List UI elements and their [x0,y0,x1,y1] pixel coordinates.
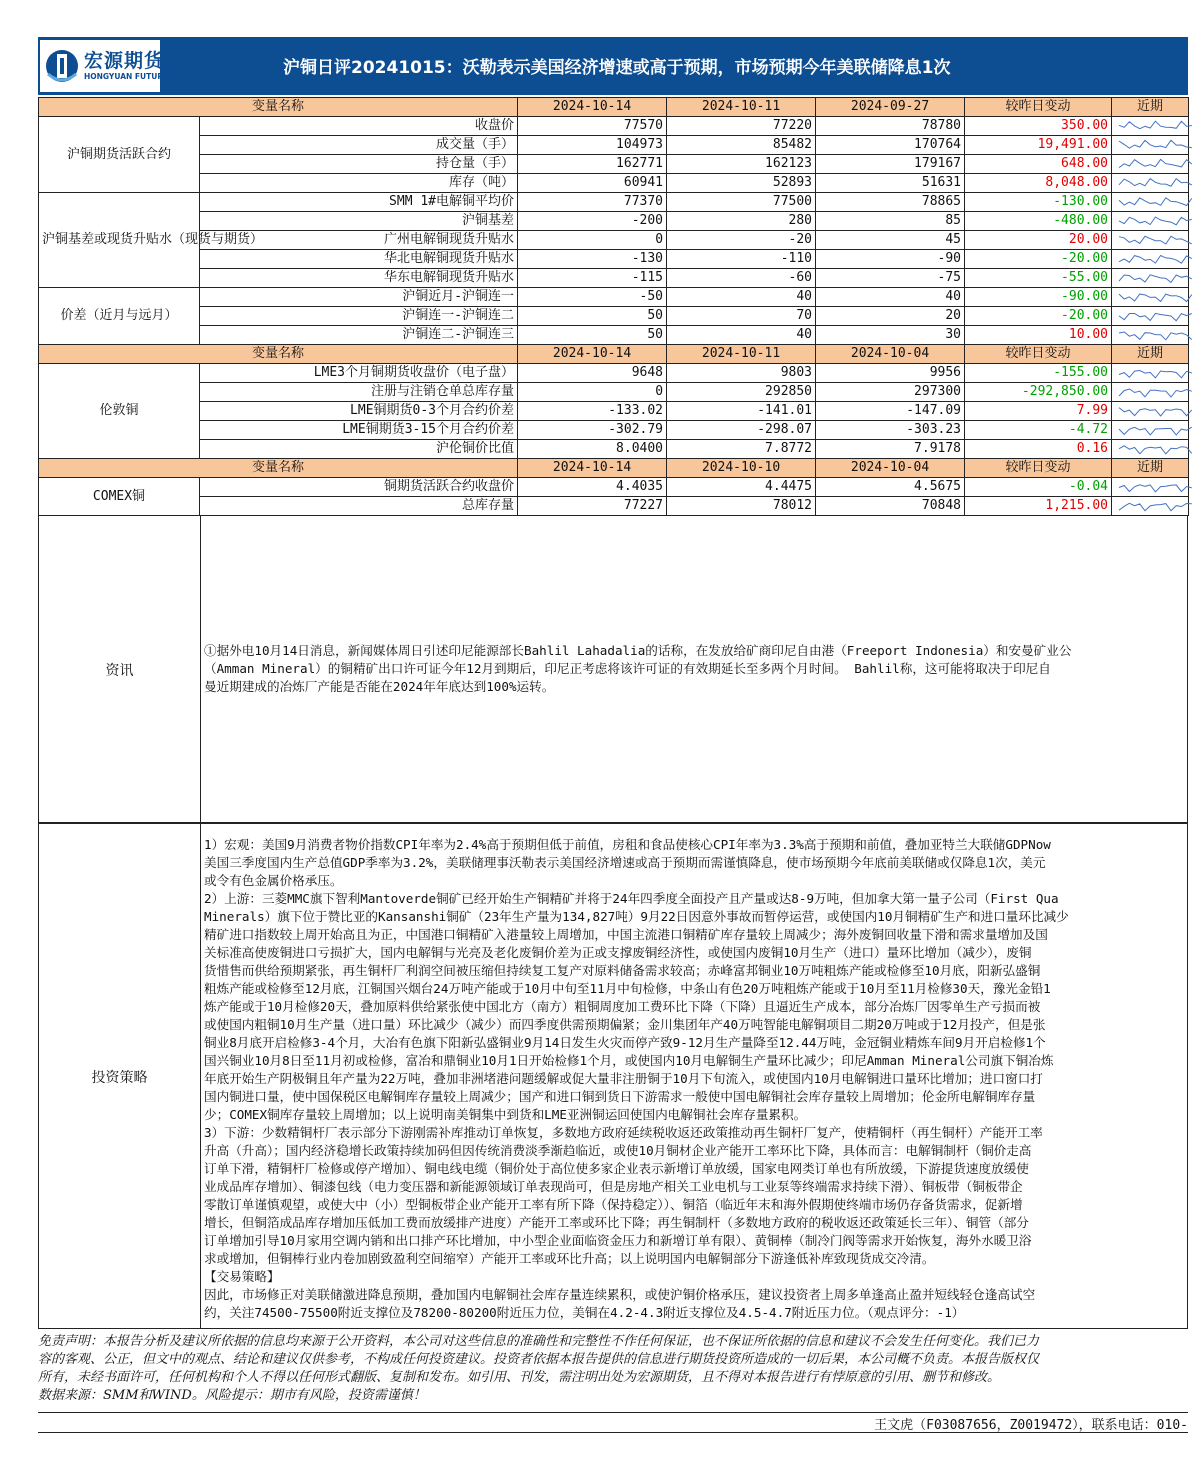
variable-label: 总库存量 [200,497,518,516]
value-date3: 170764 [816,136,965,155]
table-row [39,364,1189,383]
value-date2: 78012 [667,497,816,516]
change-value: 19,491.00 [965,136,1112,155]
change-value: 0.16 [965,440,1112,459]
value-date3: 78865 [816,193,965,212]
table-row [39,136,1189,155]
table-row [39,250,1189,269]
variable-label: LME铜期货0-3个月合约价差 [200,402,518,421]
section-header-row [39,345,1189,364]
value-date1: 77570 [518,117,667,136]
value-date3: -75 [816,269,965,288]
column-header-date2: 2024-10-10 [667,459,816,478]
table-row [39,440,1189,459]
variable-label: SMM 1#电解铜平均价 [200,193,518,212]
column-header-date1: 2024-10-14 [518,459,667,478]
value-date1: 162771 [518,155,667,174]
variable-label: 沪铜基差 [200,212,518,231]
trend-cell [1112,231,1189,250]
variable-label: 铜期货活跃合约收盘价 [200,478,518,497]
value-date1: -115 [518,269,667,288]
data-table [38,97,1189,516]
section-header-row [39,98,1189,117]
value-date2: 9803 [667,364,816,383]
value-date3: 179167 [816,155,965,174]
column-header-trend: 近期 [1112,459,1189,478]
group-label: 沪铜期货活跃合约 [39,117,200,193]
table-row [39,383,1189,402]
change-value: -292,850.00 [965,383,1112,402]
table-row [39,117,1189,136]
trend-sparkline-icon [1115,364,1192,382]
value-date1: 104973 [518,136,667,155]
change-value: 1,215.00 [965,497,1112,516]
value-date2: -110 [667,250,816,269]
column-header-date3: 2024-10-04 [816,345,965,364]
value-date3: -90 [816,250,965,269]
trend-cell [1112,383,1189,402]
column-header-date1: 2024-10-14 [518,98,667,117]
column-header-change: 较昨日变动 [965,98,1112,117]
trend-sparkline-icon [1115,231,1192,249]
report-title: 沪铜日评20241015：沃勒表示美国经济增速或高于预期，市场预期今年美联储降息1次 [283,58,951,78]
table-row [39,421,1189,440]
trend-sparkline-icon [1115,174,1192,192]
value-date1: 60941 [518,174,667,193]
change-value: 350.00 [965,117,1112,136]
column-header-name: 变量名称 [39,459,518,478]
change-value: -90.00 [965,288,1112,307]
trend-cell [1112,250,1189,269]
table-row [39,193,1189,212]
value-date1: -130 [518,250,667,269]
section-header-row [39,459,1189,478]
value-date3: 45 [816,231,965,250]
table-row [39,326,1189,345]
value-date1: -50 [518,288,667,307]
strategy-text: 1）宏观：美国9月消费者物价指数CPI年率为2.4%高于预期但低于前值，房租和食品使核心CPI年率为3.3%高于预期和前值，叠加亚特兰大联储GDPNow 美国三季度国内生产总值GDP季率为3.2%，美联储理事沃勒表示美国经济增速或高于预期而需谨慎降息，使市场预期今年底前美联储或仅降息1次，美元 或令有色金属价格承压。 2）上游：三菱MMC旗下智利Mantoverde铜矿已经开始生产铜精矿并将于24年四季度全面投产且产量或达8-9万吨，但加拿大第一量子公司（First Qua Minerals）旗下位于赞比亚的Kansanshi铜矿（23年生产量为134,827吨）9月22日因意外事故而暂停运营，或使国内10月铜精矿生产和进口量环比减少 精矿进口指数较上周开始高且为正，中国港口铜精矿入港量较上周增加，中国主流港口铜精矿库存量较上周减少；海外废铜回收量下滑和需求量增加及国 关标准高使废铜进口亏损扩大，国内电解铜与光亮及老化废铜价差为正或支撑废铜经济性，或使国内废铜10月生产（进口）量环比增加（减少），废铜 货惜售而供给预期紧张，再生铜杆厂利润空间被压缩但持续复工复产对原料储备需求较高；赤峰富邦铜业10万吨粗炼产能或检修至10月底，阳新弘盛铜 粗炼产能或检修至12月底，江铜国兴烟台24万吨产能或于10月中旬至11月中旬检修，中条山有色20万吨粗炼产能或于10月至11月检修30天，豫光金铅1 炼产能或于10月检修20天，叠加原料供给紧张使中国北方（南方）粗铜周度加工费环比下降（下降）且逼近生产成本，部分冶炼厂因零单生产亏损而被 或使国内粗铜10月生产量（进口量）环比减少（减少）而四季度供需预期偏紧；金川集团年产40万吨智能电解铜项目二期20万吨或于12月投产，但是张 铜业8月底开启检修3-4个月，大冶有色旗下阳新弘盛铜业9月14日发生火灾而停产致9-12月生产量降至12.44万吨，金冠铜业精炼车间9月开启检修1个 国兴铜业10月8日至11月初或检修，富冶和鼎铜业10月1日开始检修1个月，或使国内10月电解铜生产量环比减少；印尼Amman Mineral公司旗下铜冶炼 年底开始生产阴极铜且年产量为22万吨，叠加非洲堵港问题缓解或促大量非注册铜于10月下旬流入，或使国内10月电解铜进口量环比增加；进口窗口打 国内铜进口量，使中国保税区电解铜库存量较上周减少；国产和进口铜到货日下游需求一般使中国电解铜社会库存量较上周增加；伦金所电解铜库存量 少；COMEX铜库存量较上周增加；以上说明南美铜集中到货和LME亚洲铜运回使国内电解铜社会库存量累积。 3）下游：少数精铜杆厂表示部分下游刚需补库推动订单恢复，多数地方政府延续税收返还政策推动再生铜杆厂复产，使精铜杆（再生铜杆）产能开工率 升高（升高）；国内经济稳增长政策持续加码但因传统消费淡季渐趋临近，或使10月铜材企业产能开工率环比下降，具体而言：电解铜制杆（铜价走高 订单下滑，精铜杆厂检修或停产增加）、铜电线电缆（铜价处于高位使多家企业表示新增订单放缓，国家电网类订单也有所放缓，下游提货速度放缓使 业成品库存增加）、铜漆包线（电力变压器和新能源领域订单表现尚可，但是房地产相关工业电机与工业泵等终端需求持续下滑）、铜板带（铜板带企 零散订单谨慎观望，或使大中（小）型铜板带企业产能开工率有所下降（保持稳定））、铜箔（临近年末和海外假期使终端市场仍存备货需求，促新增 增长，但铜箔成品库存增加压低加工费而放缓排产进度）产能开工率或环比下降；再生铜制杆（多数地方政府的税收返还政策延长三年）、铜管（部分 订单增加引导10月家用空调内销和出口排产环比增加，中小型企业面临资金压力和新增订单有限）、黄铜棒（制冷门阀等需求开始恢复，海外水暖卫浴 求或增加，但铜棒行业内卷加剧致盈利空间缩窄）产能开工率或环比升高；以上说明国内电解铜部分下游逢低补库致现货成交冷清。 【交易策略】 因此，市场修正对美联储激进降息预期，叠加国内电解铜社会库存量连续累积，或使沪铜价格承压，建议投资者上周多单逢高止盈并短线轻仓逢高试空 约，关注74500-75500附近支撑位及78200-80200附近压力位，美铜在4.2-4.3附近支撑位及4.5-4.7附近压力位。（观点评分：-1） [204,837,1069,1320]
value-date1: 9648 [518,364,667,383]
trend-sparkline-icon [1115,478,1192,496]
column-header-change: 较昨日变动 [965,345,1112,364]
table-row [39,288,1189,307]
change-value: -20.00 [965,307,1112,326]
variable-label: 沪铜连一-沪铜连二 [200,307,518,326]
table-row [39,174,1189,193]
table-row [39,212,1189,231]
value-date2: 77500 [667,193,816,212]
variable-label: 沪铜近月-沪铜连一 [200,288,518,307]
table-row [39,402,1189,421]
column-header-name: 变量名称 [39,345,518,364]
value-date3: 7.9178 [816,440,965,459]
change-value: 10.00 [965,326,1112,345]
variable-label: 华北电解铜现货升贴水 [200,250,518,269]
column-header-date2: 2024-10-11 [667,98,816,117]
value-date1: 77227 [518,497,667,516]
change-value: 7.99 [965,402,1112,421]
value-date3: 85 [816,212,965,231]
value-date3: 40 [816,288,965,307]
value-date3: 20 [816,307,965,326]
trend-sparkline-icon [1115,326,1192,344]
trend-cell [1112,307,1189,326]
column-header-trend: 近期 [1112,345,1189,364]
group-label: COMEX铜 [39,478,200,516]
change-value: 20.00 [965,231,1112,250]
strategy-section [38,823,1188,1329]
trend-sparkline-icon [1115,307,1192,325]
table-row [39,307,1189,326]
trend-sparkline-icon [1115,250,1192,268]
value-date1: 0 [518,231,667,250]
trend-cell [1112,364,1189,383]
news-text: ①据外电10月14日消息，新闻媒体周日引述印尼能源部长Bahlil Lahadalia的话称，在发放给矿商印尼自由港（Freeport Indonesia）和安曼矿业公 （Amman Mineral）的铜精矿出口许可证今年12月到期后，印尼正考虑将该许可证的有效期延长至多两个月时间。 Bahlil称，这可能将取决于印尼自 曼近期建成的冶炼厂产能是否能在2024年年底达到100%运转。 [204,643,1072,694]
value-date2: -298.07 [667,421,816,440]
change-value: -480.00 [965,212,1112,231]
value-date1: 4.4035 [518,478,667,497]
trend-cell [1112,497,1189,516]
value-date2: 292850 [667,383,816,402]
hongyuan-logo-icon [44,46,80,86]
value-date1: -133.02 [518,402,667,421]
value-date2: 4.4475 [667,478,816,497]
table-row [39,269,1189,288]
value-date2: 77220 [667,117,816,136]
value-date1: -200 [518,212,667,231]
value-date2: 52893 [667,174,816,193]
trend-sparkline-icon [1115,136,1192,154]
trend-sparkline-icon [1115,402,1192,420]
news-section [38,515,1188,823]
group-label: 价差（近月与远月） [39,288,200,345]
variable-label: 沪伦铜价比值 [200,440,518,459]
variable-label: 成交量（手） [200,136,518,155]
column-header-date3: 2024-09-27 [816,98,965,117]
company-logo [40,40,174,92]
trend-sparkline-icon [1115,288,1192,306]
contact-bar [38,1412,1188,1433]
variable-label: 沪铜连二-沪铜连三 [200,326,518,345]
value-date3: 30 [816,326,965,345]
analyst-contact: 王文虎（F03087656，Z0019472），联系电话：010- [874,1418,1188,1433]
value-date3: 78780 [816,117,965,136]
value-date2: -60 [667,269,816,288]
trend-sparkline-icon [1115,155,1192,173]
value-date1: 8.0400 [518,440,667,459]
change-value: -130.00 [965,193,1112,212]
value-date1: 50 [518,326,667,345]
value-date3: 9956 [816,364,965,383]
column-header-date3: 2024-10-04 [816,459,965,478]
change-value: -155.00 [965,364,1112,383]
table-row [39,155,1189,174]
value-date2: -20 [667,231,816,250]
value-date1: 0 [518,383,667,402]
report-header [38,37,1188,95]
variable-label: 持仓量（手） [200,155,518,174]
strategy-label-cell [39,824,201,1328]
value-date2: 162123 [667,155,816,174]
change-value: -55.00 [965,269,1112,288]
column-header-name: 变量名称 [39,98,518,117]
value-date1: 77370 [518,193,667,212]
value-date2: 7.8772 [667,440,816,459]
variable-label: 华东电解铜现货升贴水 [200,269,518,288]
variable-label: LME3个月铜期货收盘价（电子盘） [200,364,518,383]
value-date3: 4.5675 [816,478,965,497]
trend-cell [1112,117,1189,136]
value-date2: 280 [667,212,816,231]
table-row [39,497,1189,516]
trend-sparkline-icon [1115,383,1192,401]
trend-cell [1112,421,1189,440]
variable-label: 广州电解铜现货升贴水 [200,231,518,250]
variable-label: 收盘价 [200,117,518,136]
value-date2: -141.01 [667,402,816,421]
trend-sparkline-icon [1115,421,1192,439]
column-header-date1: 2024-10-14 [518,345,667,364]
trend-sparkline-icon [1115,440,1192,458]
trend-cell [1112,269,1189,288]
value-date3: -303.23 [816,421,965,440]
value-date3: 70848 [816,497,965,516]
column-header-date2: 2024-10-11 [667,345,816,364]
column-header-change: 较昨日变动 [965,459,1112,478]
value-date3: 51631 [816,174,965,193]
logo-english-name: HONGYUAN FUTURES [84,72,174,81]
value-date2: 40 [667,288,816,307]
change-value: 8,048.00 [965,174,1112,193]
column-header-trend: 近期 [1112,98,1189,117]
variable-label: 注册与注销仓单总库存量 [200,383,518,402]
trend-cell [1112,212,1189,231]
trend-cell [1112,193,1189,212]
variable-label: 库存（吨） [200,174,518,193]
group-label: 伦敦铜 [39,364,200,459]
value-date3: 297300 [816,383,965,402]
value-date2: 40 [667,326,816,345]
trend-sparkline-icon [1115,497,1192,515]
table-row [39,478,1189,497]
trend-cell [1112,326,1189,345]
value-date2: 85482 [667,136,816,155]
variable-label: LME铜期货3-15个月合约价差 [200,421,518,440]
value-date1: 50 [518,307,667,326]
trend-cell [1112,440,1189,459]
change-value: -0.04 [965,478,1112,497]
trend-cell [1112,478,1189,497]
news-label-cell [39,515,201,822]
news-label: 资讯 [105,663,134,679]
group-label: 沪铜基差或现货升贴水（现货与期货） [39,193,200,288]
value-date1: -302.79 [518,421,667,440]
change-value: -20.00 [965,250,1112,269]
trend-sparkline-icon [1115,117,1192,135]
trend-sparkline-icon [1115,269,1192,287]
trend-cell [1112,136,1189,155]
change-value: -4.72 [965,421,1112,440]
strategy-label: 投资策略 [91,1070,148,1086]
trend-cell [1112,288,1189,307]
trend-sparkline-icon [1115,212,1192,230]
trend-cell [1112,402,1189,421]
trend-cell [1112,155,1189,174]
change-value: 648.00 [965,155,1112,174]
logo-chinese-name: 宏源期货 [84,50,165,72]
value-date2: 70 [667,307,816,326]
disclaimer: 免责声明：本报告分析及建议所依据的信息均来源于公开资料，本公司对这些信息的准确性和完整性不作任何保证，也不保证所依据的信息和建议不会发生任何变化。我们已力 容的客观、公正，但文中的观点、结论和建议仅供参考，不构成任何投资建议。投资者依据本报告提供的信息进行期货投资所造成的一切后果，本公司概不负责。本报告版权仅 所有，未经书面许可，任何机构和个人不得以任何形式翻版、复制和发布。如引用、刊发，需注明出处为宏源期货，且不得对本报告进行有悖原意的引用、删节和修改。 数据来源：SMM和WIND。风险提示：期市有风险，投资需谨慎！ [38,1334,1040,1403]
trend-sparkline-icon [1115,193,1192,211]
trend-cell [1112,174,1189,193]
value-date3: -147.09 [816,402,965,421]
